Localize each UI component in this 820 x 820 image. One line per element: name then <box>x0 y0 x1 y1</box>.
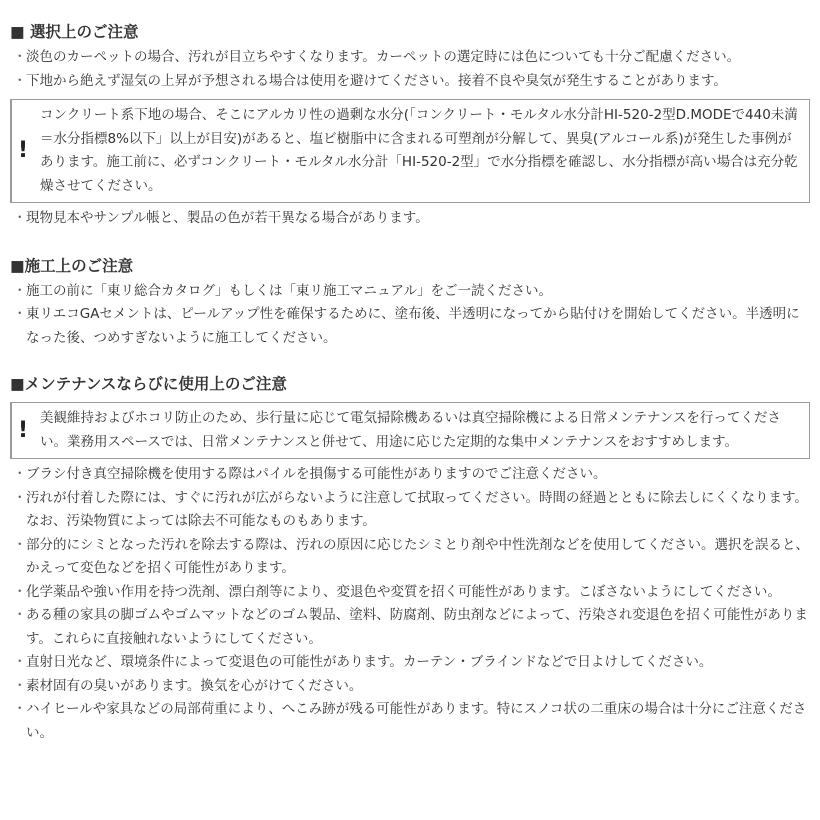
bullet-marker: ・ <box>13 489 27 506</box>
bullet-marker: ・ <box>13 72 27 89</box>
list-item-text: 下地から絶えず湿気の上昇が予想される場合は使用を避けてください。接着不良や臭気が発生することがあります。 <box>26 72 727 89</box>
list-item <box>10 207 810 231</box>
list-item <box>10 70 810 94</box>
list-item-text: 東リエコGAセメントは、ピールアップ性を確保するために、塗布後、半透明になってから貼付けを開始してください。半透明になった後、つめすぎないように施工してください。 <box>26 306 800 346</box>
bullet-list <box>10 207 810 231</box>
bullet-marker: ・ <box>13 306 27 322</box>
list-item <box>10 46 810 70</box>
spacer <box>10 350 810 372</box>
list-item-text: 直射日光など、環境条件によって変退色の可能性があります。カーテン・ブラインドなどで日よけしてください。 <box>26 654 713 670</box>
list-item <box>10 698 810 745</box>
bullet-list <box>10 46 810 93</box>
section-heading: ■施工上のご注意 <box>10 256 134 275</box>
list-item <box>10 303 810 350</box>
list-item-text: 施工の前に「東リ総合カタログ」もしくは「東リ施工マニュアル」をご一読ください。 <box>26 282 552 299</box>
section-heading: ■ 選択上のご注意 <box>10 23 139 41</box>
list-item-text: 素材固有の臭いがあります。換気を心がけてください。 <box>26 677 363 694</box>
list-item <box>10 604 810 651</box>
bullet-marker: ・ <box>13 654 27 670</box>
bullet-marker: ・ <box>13 210 27 226</box>
bullet-list <box>10 280 810 351</box>
list-item-text: 現物見本やサンプル帳と、製品の色が若干異なる場合があります。 <box>26 210 429 226</box>
list-item-text: ハイヒールや家具などの局部荷重により、へこみ跡が残る可能性があります。特にスノコ状の二重床の場合は十分にご注意ください。 <box>26 701 807 741</box>
notice-text: 美観維持およびホコリ防止のため、歩行量に応じて電気掃除機あるいは真空掃除機による日常メンテナンスを行ってください。業務用スペースでは、日常メンテナンスと併せて、用途に応じた定期的な集中メンテナンスをおすすめします。 <box>40 410 781 450</box>
notice-box <box>10 99 810 203</box>
bullet-marker: ・ <box>13 677 27 694</box>
list-item <box>10 675 810 699</box>
exclamation-icon: ! <box>18 417 29 443</box>
bullet-list <box>10 463 810 745</box>
bullet-marker: ・ <box>13 701 27 717</box>
bullet-marker: ・ <box>13 282 27 299</box>
bullet-marker: ・ <box>13 607 27 623</box>
list-item-text: 淡色のカーペットの場合、汚れが目立ちやすくなります。カーペットの選定時には色についても十分ご配慮ください。 <box>26 49 741 65</box>
list-item <box>10 581 810 605</box>
exclamation-icon: ! <box>18 138 29 163</box>
section-selection <box>10 20 810 231</box>
notice-text: コンクリート系下地の場合、そこにアルカリ性の過剰な水分(「コンクリート・モルタル水分計HI-520-2型D.MODEで440未満＝水分指標8%以下」以上が目安)があると、塩ビ樹脂中に含まれる可塑剤が分解して、異臭(アルコール系)が発生した事例があります。施工前に、必ずコンクリート・モルタル水分計「HI-520-2型」で水分指標を確認し、水分指標が高い場合は充分乾燥させてください。 <box>40 107 798 194</box>
bullet-marker: ・ <box>13 536 27 553</box>
bullet-marker: ・ <box>13 466 27 482</box>
section-heading: ■メンテナンスならびに使用上のご注意 <box>10 375 287 393</box>
section-installation <box>10 254 810 351</box>
list-item <box>10 463 810 487</box>
section-maintenance <box>10 372 810 745</box>
spacer <box>10 231 810 254</box>
list-item-text: 汚れが付着した際には、すぐに汚れが広がらないように注意して拭取ってください。時間の経過とともに除去しにくくなります。なお、汚染物質によっては除去不可能なものもあります。 <box>26 489 808 529</box>
list-item <box>10 487 810 534</box>
notice-box <box>10 402 810 459</box>
list-item <box>10 534 810 581</box>
list-item-text: ある種の家具の脚ゴムやゴムマットなどのゴム製品、塗料、防腐剤、防虫剤などによって、汚染され変退色を招く可能性があります。これらに直接触れないようにしてください。 <box>26 607 808 647</box>
bullet-marker: ・ <box>13 49 27 65</box>
list-item <box>10 280 810 304</box>
list-item-text: ブラシ付き真空掃除機を使用する際はパイルを損傷する可能性がありますのでご注意ください。 <box>26 466 607 482</box>
list-item-text: 部分的にシミとなった汚れを除去する際は、汚れの原因に応じたシミとり剤や中性洗剤などを使用してください。選択を誤ると、かえって変色などを招く可能性があります。 <box>26 536 809 576</box>
bullet-marker: ・ <box>13 583 27 600</box>
list-item-text: 化学薬品や強い作用を持つ洗剤、漂白剤等により、変退色や変質を招く可能性があります。こぼさないようにしてください。 <box>26 583 781 600</box>
list-item <box>10 651 810 675</box>
